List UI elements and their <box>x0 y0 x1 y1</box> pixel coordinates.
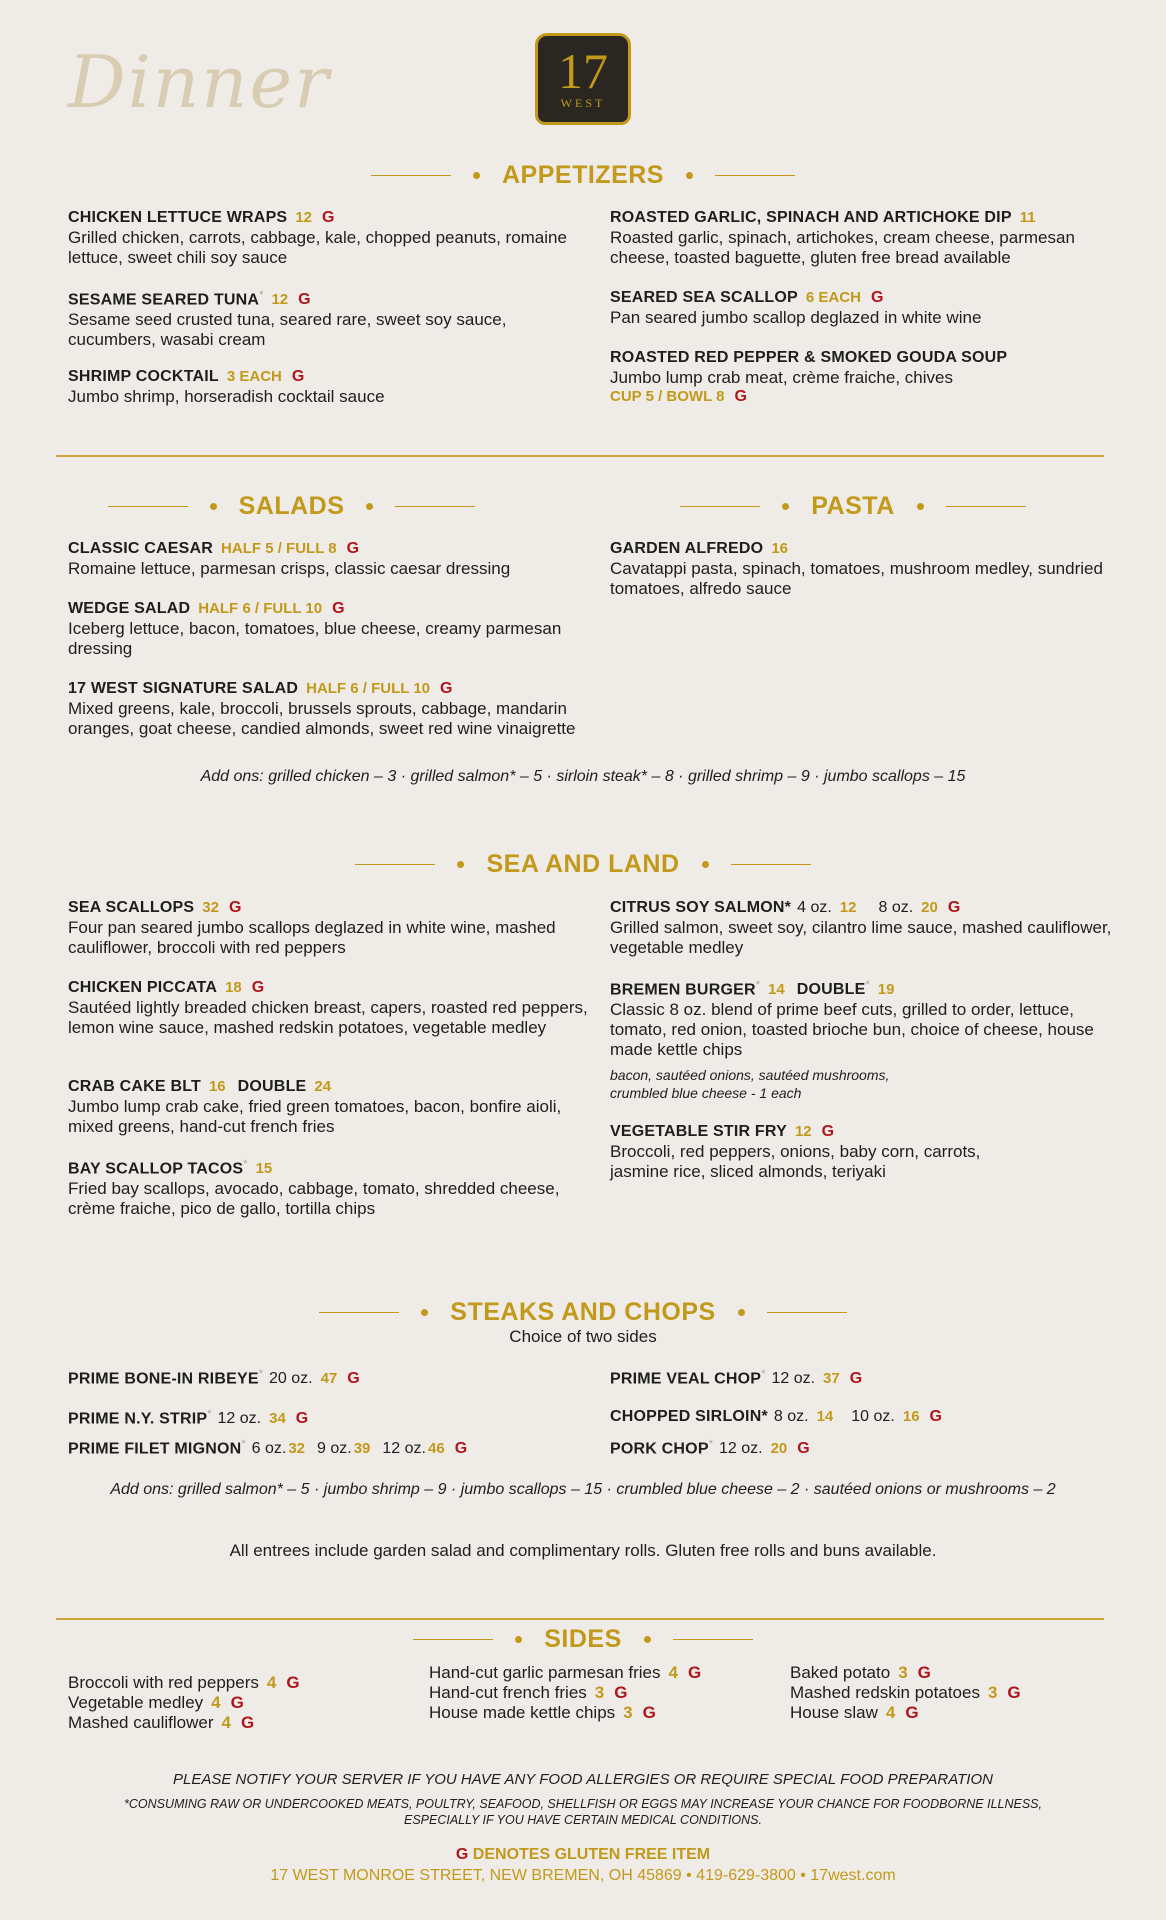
menu-item: BAY SCALLOP TACOS* 15 Fried bay scallops, avocado, cabbage, tomato, shredded cheese, crème fraiche, pico de gallo, tortilla chips <box>68 1158 560 1219</box>
steaks-subtitle: Choice of two sides <box>509 1327 657 1346</box>
raw-food-warning-2: ESPECIALLY IF YOU HAVE CERTAIN MEDICAL CONDITIONS. <box>404 1813 762 1827</box>
dinner-script-title: Dinner <box>68 40 331 124</box>
pasta-heading: PASTA <box>583 489 1123 523</box>
steaks-heading: STEAKS AND CHOPS <box>0 1295 1166 1329</box>
salads-heading: SALADS <box>0 489 583 523</box>
menu-item: CITRUS SOY SALMON* 4 oz. 12 8 oz. 20 G Grilled salmon, sweet soy, cilantro lime sauce, mashed cauliflower, vegetable medley <box>610 899 1112 957</box>
side-item: Mashed redskin potatoes 3 G <box>790 1683 1021 1702</box>
side-item: Mashed cauliflower 4 G <box>68 1713 255 1732</box>
menu-item: PORK CHOP* 12 oz. 20 G <box>610 1438 810 1458</box>
allergy-notice: PLEASE NOTIFY YOUR SERVER IF YOU HAVE ANY FOOD ALLERGIES OR REQUIRE SPECIAL FOOD PREPARATION <box>173 1771 993 1788</box>
side-item: Hand-cut french fries 3 G <box>429 1683 628 1702</box>
sides-heading: SIDES <box>0 1622 1166 1656</box>
menu-item: ROASTED RED PEPPER & SMOKED GOUDA SOUP Jumbo lump crab meat, crème fraiche, chives CUP 5 / BOWL 8 G <box>610 349 1008 405</box>
menu-item: SHRIMP COCKTAIL 3 EACH G Jumbo shrimp, horseradish cocktail sauce <box>68 368 385 406</box>
sides-col-3 <box>790 1663 1021 1723</box>
menu-item: CLASSIC CAESAR HALF 5 / FULL 8 G Romaine lettuce, parmesan crisps, classic caesar dressing <box>68 540 511 578</box>
side-item: House made kettle chips 3 G <box>429 1703 656 1722</box>
appetizers-heading: APPETIZERS <box>0 158 1166 192</box>
menu-item: VEGETABLE STIR FRY 12 G Broccoli, red peppers, onions, baby corn, carrots, jasmine rice, sliced almonds, teriyaki <box>610 1123 981 1181</box>
menu-item: SESAME SEARED TUNA* 12 G Sesame seed crusted tuna, seared rare, sweet soy sauce, cucumbers, wasabi cream <box>68 289 507 350</box>
section-divider <box>56 1618 1104 1620</box>
menu-item: PRIME FILET MIGNON* 6 oz. 32 9 oz. 39 12 oz. 46 G <box>68 1438 468 1458</box>
menu-item: SEARED SEA SCALLOP 6 EACH G Pan seared jumbo scallop deglazed in white wine <box>610 289 982 327</box>
menu-item: CRAB CAKE BLT 16 DOUBLE 24 Jumbo lump crab cake, fried green tomatoes, bacon, bonfire aioli, mixed greens, hand-cut french fries <box>68 1078 562 1136</box>
sides-col-1 <box>68 1673 300 1733</box>
menu-item: CHOPPED SIRLOIN* 8 oz. 14 10 oz. 16 G <box>610 1408 942 1425</box>
menu-item: SEA SCALLOPS 32 G Four pan seared jumbo scallops deglazed in white wine, mashed cauliflower, broccoli with red peppers <box>68 899 556 957</box>
gluten-free-legend: G DENOTES GLUTEN FREE ITEM <box>455 1846 711 1863</box>
menu-item: PRIME N.Y. STRIP* 12 oz. 34 G <box>68 1408 309 1428</box>
side-item: Baked potato 3 G <box>790 1663 931 1682</box>
entrees-note: All entrees include garden salad and complimentary rolls. Gluten free rolls and buns available. <box>229 1541 937 1560</box>
menu-item: ROASTED GARLIC, SPINACH AND ARTICHOKE DIP 11 Roasted garlic, spinach, artichokes, cream cheese, parmesan cheese, toasted baguette, gluten free bread available <box>610 209 1075 267</box>
menu-item: CHICKEN PICCATA 18 G Sautéed lightly breaded chicken breast, capers, roasted red peppers, lemon wine sauce, mashed redskin potatoes, vegetable medley <box>68 979 588 1037</box>
section-divider <box>56 455 1104 457</box>
menu-item: PRIME BONE-IN RIBEYE* 20 oz. 47 G <box>68 1368 360 1388</box>
menu-item: PRIME VEAL CHOP* 12 oz. 37 G <box>610 1368 863 1388</box>
menu-item: WEDGE SALAD HALF 6 / FULL 10 G Iceberg lettuce, bacon, tomatoes, blue cheese, creamy parmesan dressing <box>68 600 562 658</box>
menu-item: BREMEN BURGER* 14 DOUBLE* 19 Classic 8 oz. blend of prime beef cuts, grilled to order, lettuce, tomato, red onion, toasted brioche bun, choice of cheese, house made kettle chips bacon, sautéed onions, sautéed mushrooms, crumbled blue cheese - 1 each <box>610 979 1094 1102</box>
side-item: Vegetable medley 4 G <box>68 1693 244 1712</box>
address-line: 17 WEST MONROE STREET, NEW BREMEN, OH 45869 • 419-629-3800 • 17west.com <box>270 1867 896 1884</box>
sides-col-2 <box>429 1663 701 1723</box>
menu-item: 17 WEST SIGNATURE SALAD HALF 6 / FULL 10 G Mixed greens, kale, broccoli, brussels sprouts, cabbage, mandarin oranges, goat cheese, candied almonds, sweet red wine vinaigrette <box>68 680 576 738</box>
sea-and-land-heading: SEA AND LAND <box>0 847 1166 881</box>
side-item: Broccoli with red peppers 4 G <box>68 1673 300 1692</box>
side-item: House slaw 4 G <box>790 1703 919 1722</box>
salad-addons: Add ons: grilled chicken – 3 · grilled salmon* – 5 · sirloin steak* – 8 · grilled shrimp – 9 · jumbo scallops – 15 <box>200 768 966 785</box>
menu-item: CHICKEN LETTUCE WRAPS 12 G Grilled chicken, carrots, cabbage, kale, chopped peanuts, romaine lettuce, sweet chili soy sauce <box>68 209 567 267</box>
steak-addons: Add ons: grilled salmon* – 5 · jumbo shrimp – 9 · jumbo scallops – 15 · crumbled blue cheese – 2 · sautéed onions or mushrooms – 2 <box>110 1481 1056 1498</box>
side-item: Hand-cut garlic parmesan fries 4 G <box>429 1663 702 1682</box>
restaurant-logo <box>535 33 631 125</box>
logo-number: 17 <box>558 43 608 99</box>
menu-item: GARDEN ALFREDO 16 Cavatappi pasta, spinach, tomatoes, mushroom medley, sundried tomatoes, alfredo sauce <box>610 540 1103 598</box>
logo-word: WEST <box>560 96 606 110</box>
raw-food-warning: *CONSUMING RAW OR UNDERCOOKED MEATS, POULTRY, SEAFOOD, SHELLFISH OR EGGS MAY INCREASE YOUR CHANCE FOR FOODBORNE ILLNESS, <box>124 1797 1042 1811</box>
